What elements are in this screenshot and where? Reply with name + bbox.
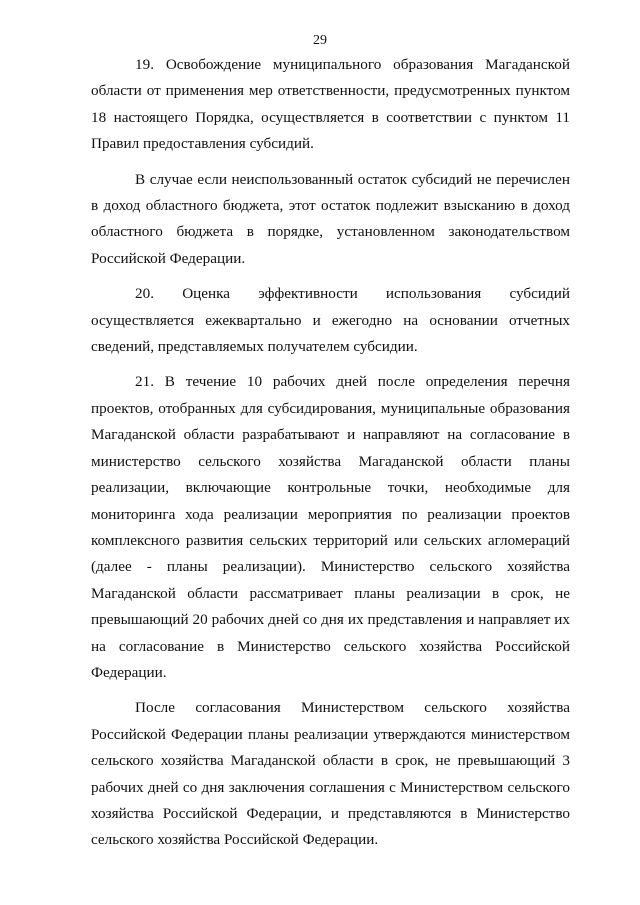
paragraph-20: 20. Оценка эффективности использования субсидий осуществляется ежеквартально и ежегодно на основании отчетных сведений, представляемых получателем субсидии. bbox=[91, 285, 570, 356]
page-number: 29 bbox=[313, 33, 327, 48]
document-body bbox=[91, 52, 570, 854]
paragraph-19-remainder: В случае если неиспользованный остаток субсидий не перечислен в доход областного бюджета, этот остаток подлежит взысканию в доход областного бюджета в порядке, установленном законодательством Российской Федерации. bbox=[91, 170, 570, 267]
paragraph-19: 19. Освобождение муниципального образования Магаданской области от применения мер ответственности, предусмотренных пунктом 18 настоящего Порядка, осуществляется в соответствии с пунктом 11 Правил предоставления субсидий. bbox=[91, 56, 570, 153]
paragraph-21: 21. В течение 10 рабочих дней после определения перечня проектов, отобранных для субсидирования, муниципальные образования Магаданской области разрабатывают и направляют на согласование в министерство сельского хозяйства Магаданской области планы реализации, включающие контрольные точки, необходимые для мониторинга хода реализации мероприятия по реализации проектов комплексного развития сельских территорий или сельских агломераций (далее - планы реализации). Министерство сельского хозяйства Магаданской области рассматривает планы реализации в срок, не превышающий 20 рабочих дней со дня их представления и направляет их на согласование в Министерство сельского хозяйства Российской Федерации. bbox=[91, 373, 570, 681]
paragraph-21-approval: После согласования Министерством сельского хозяйства Российской Федерации планы реализации утверждаются министерством сельского хозяйства Магаданской области в срок, не превышающий 3 рабочих дней со дня заключения соглашения с Министерством сельского хозяйства Российской Федерации, и представляются в Министерство сельского хозяйства Российской Федерации. bbox=[91, 699, 570, 849]
